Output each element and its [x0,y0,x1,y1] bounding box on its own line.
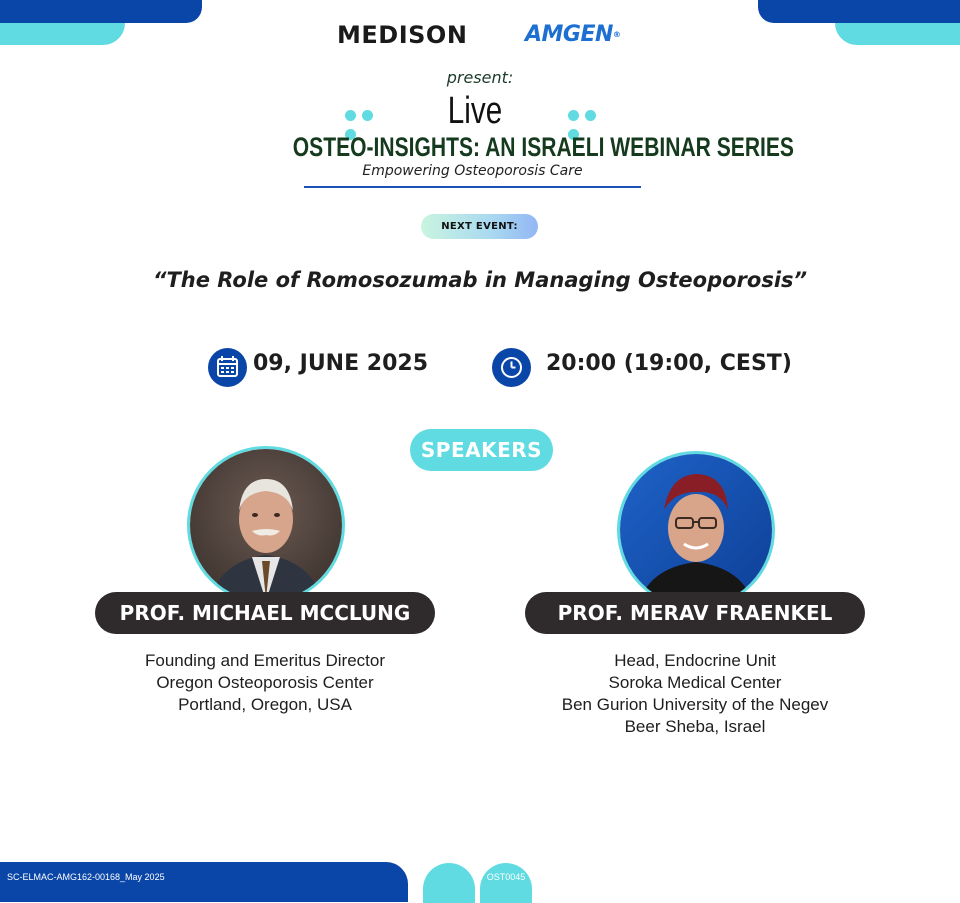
footer-bar [0,862,408,902]
event-title: “The Role of Romosozumab in Managing Osteoporosis” [152,268,808,292]
speaker-photo-mcclung [187,446,345,604]
present-label: present: [446,68,514,87]
corner-accent-top-right [835,23,960,45]
speaker-name-fraenkel: PROF. MERAV FRAENKEL [525,592,865,634]
affiliation-line: Founding and Emeritus Director [144,651,385,670]
footer-reference-code: SC-ELMAC-AMG162-00168_May 2025 [7,872,165,882]
clock-icon [492,348,531,387]
corner-decoration-top-left [0,0,202,23]
event-date: 09, JUNE 2025 [253,351,429,376]
footer-decoration [423,863,475,903]
affiliation-line: Beer Sheba, Israel [624,717,766,736]
subtitle-divider [304,186,641,188]
medison-logo: MEDISON [337,21,468,49]
corner-decoration-top-right [758,0,960,23]
event-time: 20:00 (19:00, CEST) [546,351,792,376]
speakers-heading: SPEAKERS [410,429,553,471]
footer-ost-code: OST0045 [486,872,526,882]
affiliation-line: Ben Gurion University of the Negev [561,695,829,714]
affiliation-line: Head, Endocrine Unit [614,651,776,670]
affiliation-line: Oregon Osteoporosis Center [156,673,374,692]
series-title: OSTEO-INSIGHTS: AN ISRAELI WEBINAR SERIES [292,132,794,162]
next-event-badge: NEXT EVENT: [421,214,538,239]
affiliation-line: Soroka Medical Center [608,673,782,692]
footer-decoration [480,863,532,903]
amgen-logo: AMGEN® [525,22,621,47]
series-subtitle: Empowering Osteoporosis Care [362,163,583,179]
decorative-dots-left [345,106,393,118]
speaker-name-mcclung: PROF. MICHAEL MCCLUNG [95,592,435,634]
calendar-icon [208,348,247,387]
affiliation-line: Portland, Oregon, USA [178,695,352,714]
live-label: Live [447,90,503,132]
decorative-dots-right [568,106,616,118]
speaker-affiliation-mcclung [95,650,435,716]
speaker-photo-fraenkel [617,451,775,609]
corner-accent-top-left [0,23,125,45]
speaker-affiliation-fraenkel [505,650,885,738]
